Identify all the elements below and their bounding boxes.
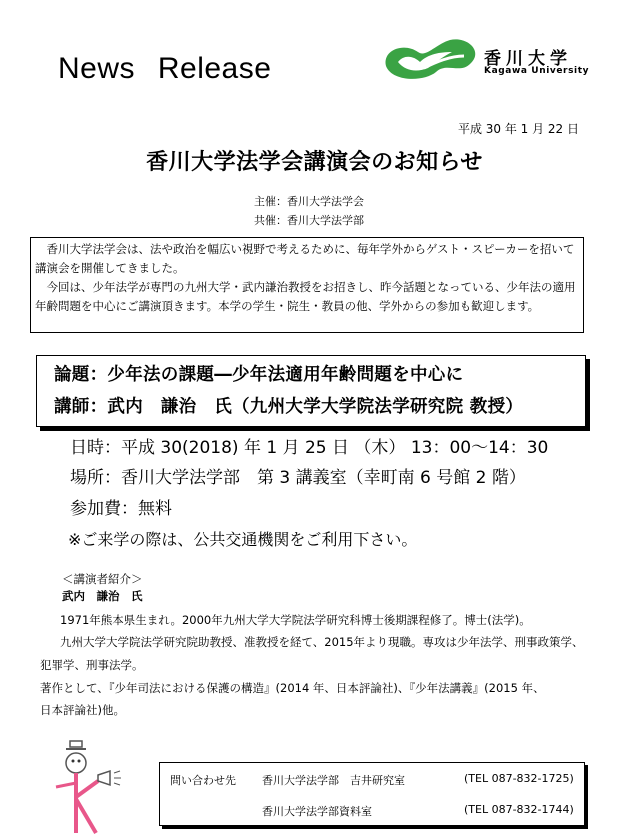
profile-line-2: 九州大学大学院法学研究院助教授、准教授を経て、2015年より現職。専攻は少年法学、刑事政策学、 [60,635,584,649]
contact-office-2: 香川大学法学部資料室 [262,805,372,818]
intro-paragraph-1: 香川大学法学会は、法や政治を幅広い視野で考えるために、毎年学外からゲスト・スピーカーを招いて講演会を開催してきました。 [35,242,575,275]
cohost-organizer: 共催：香川大学法学部 [254,214,364,227]
page-title: 香川大学法学会講演会のお知らせ [146,150,483,175]
contact-tel-2: (TEL 087-832-1744) [464,803,574,816]
profile-name: 武内 謙治 氏 [62,589,143,603]
contact-tel-1: (TEL 087-832-1725) [464,772,574,785]
profile-line-3: 犯罪学、刑事法学。 [40,658,144,672]
event-datetime: 日時：平成 30(2018) 年 1 月 25 日 （木） 13：00～14：30 [70,438,549,458]
profile-heading: ＜講演者紹介＞ [62,572,143,586]
contact-box [159,762,585,826]
university-name-en: Kagawa University [484,66,590,76]
profile-line-1: 1971年熊本県生まれ。2000年九州大学大学院法学研究科博士後期課程修了。博士(法学)。 [60,613,531,627]
event-place: 場所：香川大学法学部 第 3 講義室（幸町南 6 号館 2 階） [70,468,526,488]
intro-box [30,237,584,333]
university-name-jp: 香川大学 [484,49,572,69]
intro-paragraph-2: 今回は、少年法学が専門の九州大学・武内謙治教授をお招きし、昨今話題となっている、少年法の適用年齢問題を中心にご講演頂きます。本学の学生・院生・教員の他、学外からの参加も歓迎します。 [35,280,576,313]
release-date: 平成 30 年 1 月 22 日 [457,122,579,136]
organizers [254,192,364,230]
host-organizer: 主催：香川大学法学会 [254,195,364,208]
event-fee: 参加費：無料 [70,499,172,519]
profile-line-5: 日本評論社)他。 [40,703,125,717]
lecture-lecturer: 講師：武内 謙治 氏（九州大学大学院法学研究院 教授） [54,397,524,417]
transport-notice: ※ご来学の際は、公共交通機関をご利用下さい。 [68,530,418,549]
contact-label: 問い合わせ先 [170,774,236,787]
contact-office-1: 香川大学法学部 吉井研究室 [262,774,405,787]
profile-line-4: 著作として、『少年司法における保護の構造』(2014 年、日本評論社)、『少年法講義』(2015 年、 [40,681,545,695]
news-release-heading: News Release [58,52,272,85]
mascot-icon [44,737,140,837]
lecture-topic: 論題：少年法の課題―少年法適用年齢問題を中心に [54,365,464,385]
